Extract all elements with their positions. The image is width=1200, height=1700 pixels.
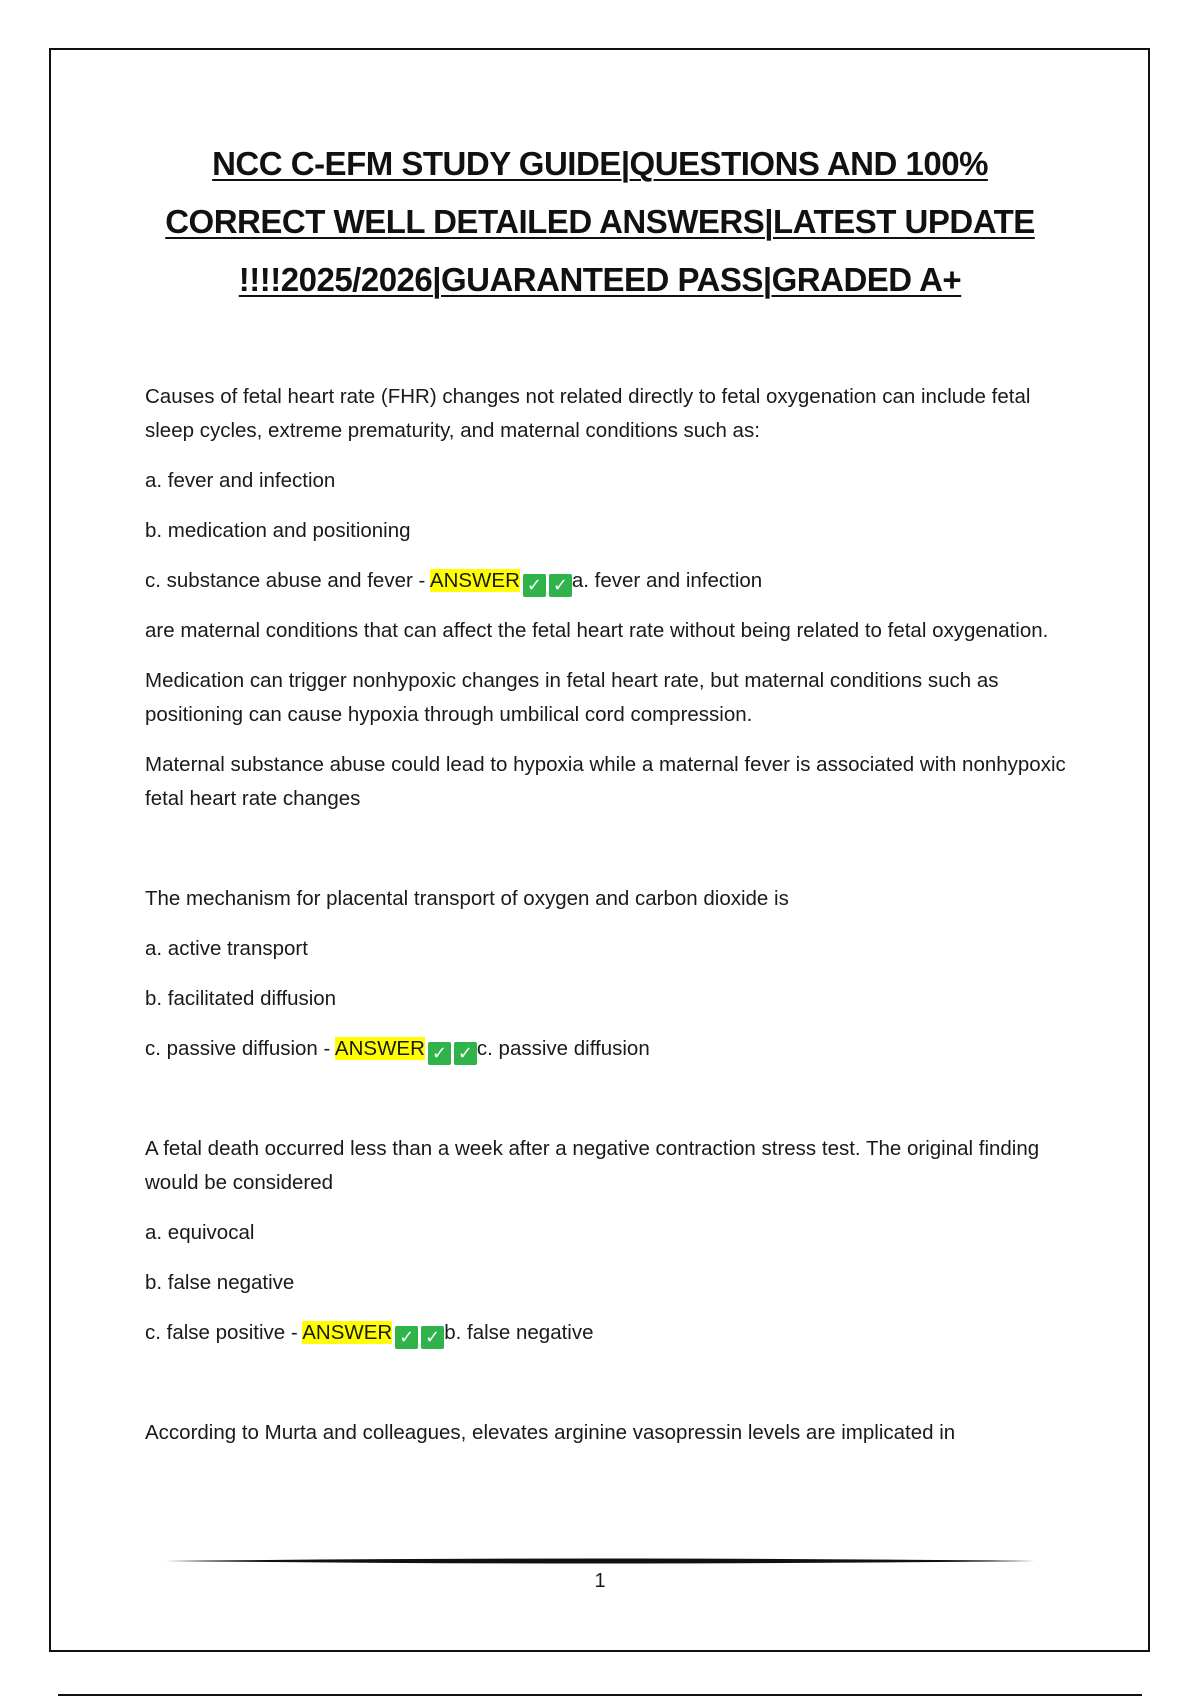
check-icon: ✓: [523, 574, 546, 597]
q3-option-c: c. false positive -: [145, 1321, 303, 1344]
q1-option-c-line: [145, 564, 1070, 598]
q1-option-c: c. substance abuse and fever -: [145, 569, 430, 592]
document-title: [100, 135, 1100, 309]
q2-option-a: a. active transport: [145, 937, 308, 960]
answer-label: ANSWER: [334, 1037, 425, 1060]
title-line-2: CORRECT WELL DETAILED ANSWERS|LATEST UPDATE: [165, 203, 1035, 240]
q3-answer: b. false negative: [444, 1321, 594, 1344]
check-icon: ✓: [395, 1326, 418, 1349]
check-icon: ✓: [454, 1042, 477, 1065]
q4-stem: According to Murta and colleagues, elevates arginine vasopressin levels are implicated in: [145, 1421, 956, 1444]
q1-explanation-2: Medication can trigger nonhypoxic changes in fetal heart rate, but maternal conditions such as positioning can cause hypoxia through umbilical cord compression.: [145, 669, 999, 726]
q2-answer: c. passive diffusion: [476, 1037, 650, 1060]
q1-explanation-3: Maternal substance abuse could lead to hypoxia while a maternal fever is associated with nonhypoxic fetal heart rate changes: [145, 753, 1066, 810]
q2-option-c-line: [145, 1032, 1070, 1066]
title-line-3: !!!!2025/2026|GUARANTEED PASS|GRADED A+: [238, 261, 962, 298]
spacer: [145, 1082, 1070, 1132]
q1-explanation-1: are maternal conditions that can affect the fetal heart rate without being related to fetal oxygenation.: [145, 619, 1049, 642]
q3-option-a: a. equivocal: [145, 1221, 255, 1244]
page-number: 1: [594, 1570, 606, 1592]
answer-label: ANSWER: [302, 1321, 393, 1344]
check-icon: ✓: [428, 1042, 451, 1065]
q2-option-b: b. facilitated diffusion: [145, 987, 337, 1010]
answer-label: ANSWER: [429, 569, 520, 592]
title-line-1: NCC C-EFM STUDY GUIDE|QUESTIONS AND 100%: [212, 145, 988, 182]
footer-divider: [165, 1557, 1035, 1565]
q2-stem: The mechanism for placental transport of oxygen and carbon dioxide is: [145, 887, 789, 910]
spacer: [145, 1366, 1070, 1416]
q1-stem: Causes of fetal heart rate (FHR) changes not related directly to fetal oxygenation can include fetal sleep cycles, extreme prematurity, and maternal conditions such as:: [145, 385, 1031, 442]
spacer: [145, 832, 1070, 882]
q3-option-c-line: [145, 1316, 1070, 1350]
check-icon: ✓: [421, 1326, 444, 1349]
q1-answer: a. fever and infection: [571, 569, 763, 592]
page-bottom-divider: [58, 1694, 1142, 1696]
q2-option-c: c. passive diffusion -: [145, 1037, 335, 1060]
document-body: [145, 380, 1070, 1466]
q1-option-a: a. fever and infection: [145, 469, 336, 492]
check-icon: ✓: [549, 574, 572, 597]
q3-stem: A fetal death occurred less than a week after a negative contraction stress test. The original finding would be considered: [145, 1137, 1040, 1194]
q3-option-b: b. false negative: [145, 1271, 295, 1294]
q1-option-b: b. medication and positioning: [145, 519, 411, 542]
